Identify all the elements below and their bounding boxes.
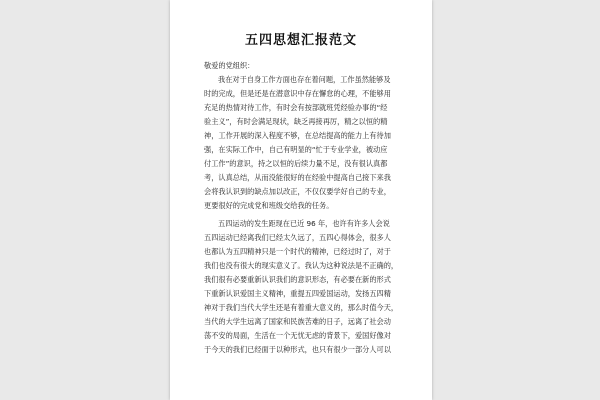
text-line: 五四运动的发生距现在已近 96 年，也许有许多人会说 <box>218 219 390 228</box>
document-page <box>170 0 432 400</box>
text-line: 神对于我们当代大学生还是有着重大意义的，那么时值今天， <box>204 303 399 312</box>
document-title: 五四思想汇报范文 <box>244 33 357 48</box>
text-line: 也都认为五四精神只是一个时代的精神，已经过时了，对于 <box>204 247 391 256</box>
text-line: 荡不安的局面，生活在一个无忧无虑的背景下，爱国好像对 <box>204 331 391 340</box>
text-line: 于今天的我们已经面于以种形式，也只有很少一部分人可以 <box>204 345 391 354</box>
text-line: 我在对于自身工作方面也存在着问题，工作虽然能够及 <box>218 75 391 84</box>
text-line: 我们也没有很大的现实意义了。我认为这种说法是不正确的， <box>204 261 399 270</box>
text-line: 神，工作开展的深入程度不够，在总结提高的能力上有待加 <box>204 131 391 140</box>
text-line: 会将我认识到的缺点加以改正，不仅仅要学好自己的专业， <box>204 187 391 196</box>
text-line: 五四运动已经离我们已经太久远了，五四心得体会，很多人 <box>204 233 391 242</box>
text-line: 考，认真总结，从而没能很好的在经验中提高自己接下来我 <box>204 173 391 182</box>
greeting: 敬爱的党组织： <box>204 61 255 70</box>
text-line: 充足的热情对待工作，有时会有按部就班凭经验办事的“经 <box>204 103 388 112</box>
text-line: 时的完成，但是还是在潜意识中存在懈怠的心理，不能够用 <box>204 89 391 98</box>
text-line: 付工作”的意识，持之以恒的后续力量不足，没有很认真都 <box>204 159 388 168</box>
text-line: 验主义”，有时会满足现状，缺乏再接再厉，精之以恒的精 <box>204 117 388 126</box>
text-line: 强，在实际工作中，自己有明显的“忙于专业学业，被动应 <box>204 145 388 154</box>
text-line: 我们很有必要重新认识我们的意识形态，有必要在新的形式 <box>204 275 391 284</box>
text-line: 当代的大学生远离了国家和民族苦难的日子，远离了社会动 <box>204 317 391 326</box>
text-line: 更要很好的完成党和班级交给我的任务。 <box>204 201 334 210</box>
text-line: 下重新认识爱国主义精神，重提五四爱国运动，发扬五四精 <box>204 289 391 298</box>
